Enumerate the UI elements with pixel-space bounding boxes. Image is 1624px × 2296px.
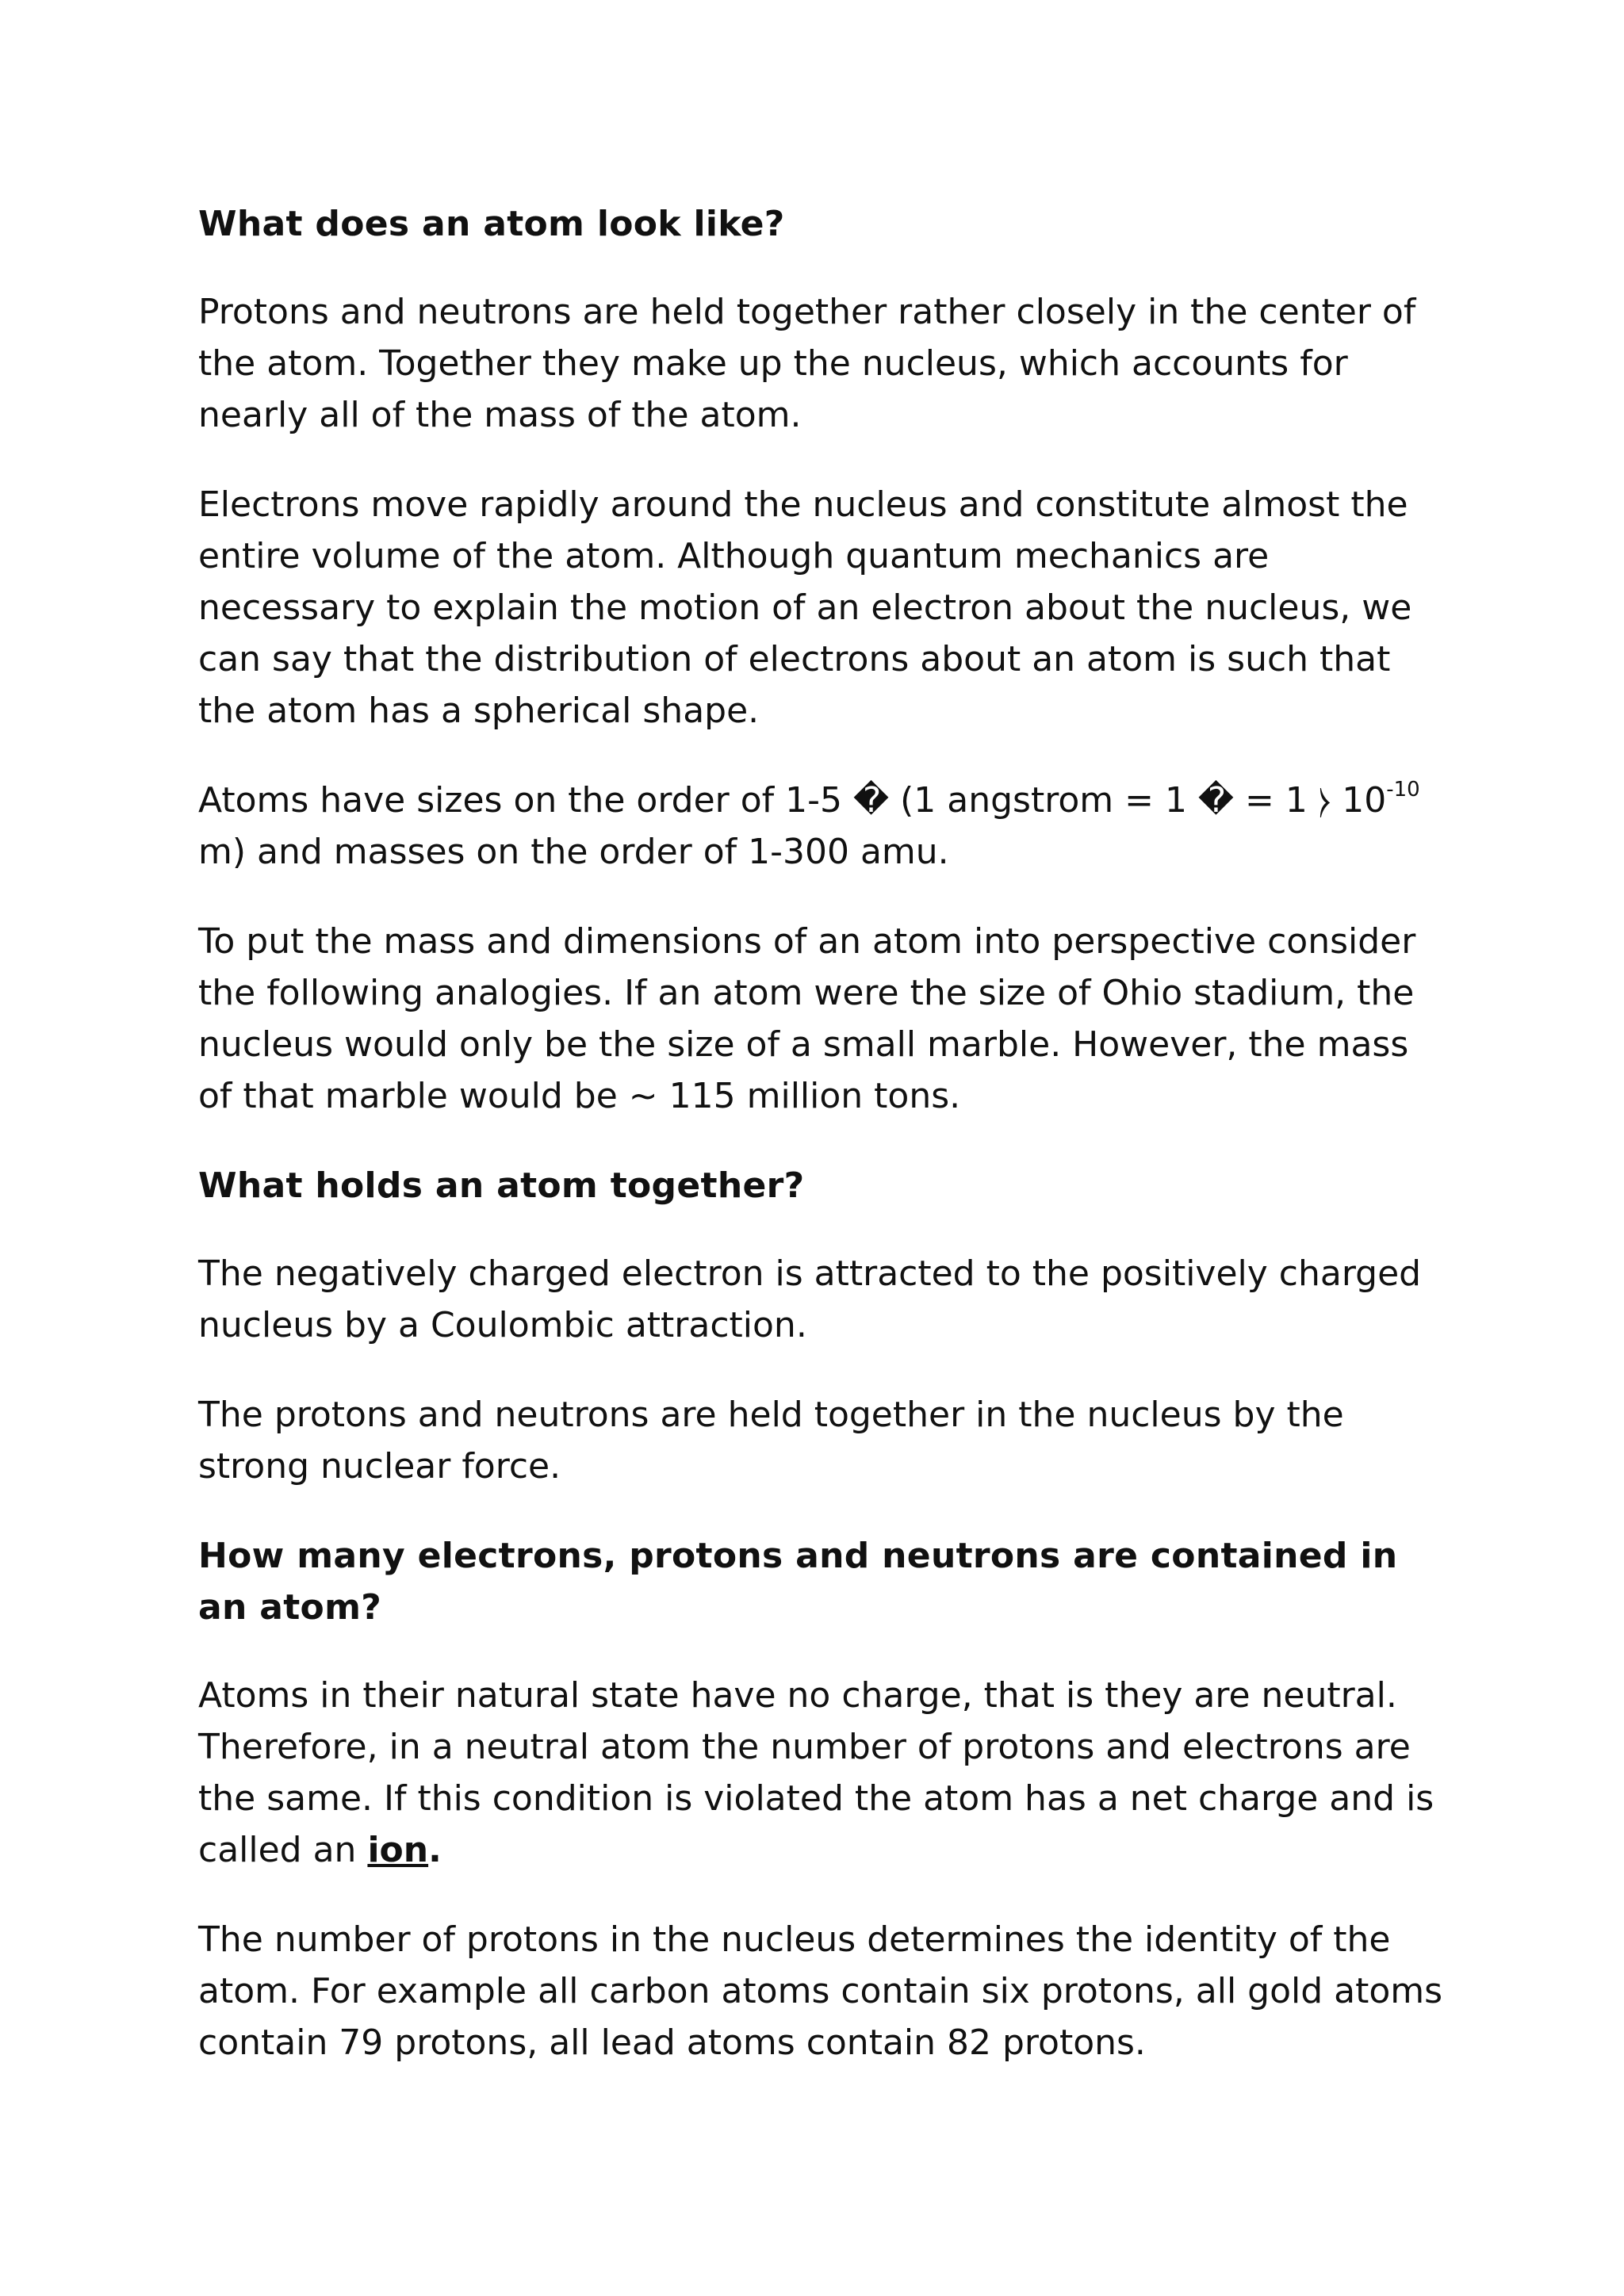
paragraph-nucleus: Protons and neutrons are held together rather closely in the center of the atom. Together they make up the nucleus, which accounts for nearly all of the mass of the atom. <box>198 292 1416 435</box>
paragraph-nuclear-force: The protons and neutrons are held together in the nucleus by the strong nuclear force. <box>198 1395 1344 1487</box>
ion-period: . <box>428 1830 442 1870</box>
paragraph-atom-sizes <box>198 775 1451 878</box>
paragraph-coulombic: The negatively charged electron is attracted to the positively charged nucleus by a Coulombic attraction. <box>198 1253 1422 1345</box>
heading-atom-look: What does an atom look like? <box>198 204 785 244</box>
ion-term: ion <box>367 1830 429 1870</box>
ion-text: Atoms in their natural state have no charge, that is they are neutral. Therefore, in a neutral atom the number of protons and electrons are the same. If this condition is violated the atom has a net charge and is called an <box>198 1675 1434 1870</box>
atom-sizes-text: Atoms have sizes on the order of 1-5 � (1 angstrom = 1 � = 1 ⧽ 10 <box>198 780 1387 821</box>
paragraph-ion <box>198 1670 1451 1876</box>
heading-particle-count: How many electrons, protons and neutrons are contained in an atom? <box>198 1536 1398 1628</box>
atom-sizes-tail: m) and masses on the order of 1-300 amu. <box>198 832 949 872</box>
heading-atom-together: What holds an atom together? <box>198 1165 805 1206</box>
exponent: -10 <box>1386 778 1420 802</box>
document-page <box>198 198 1451 2107</box>
paragraph-protons-identity: The number of protons in the nucleus determines the identity of the atom. For example all carbon atoms contain six protons, all gold atoms contain 79 protons, all lead atoms contain 82 protons. <box>198 1919 1443 2063</box>
paragraph-electrons: Electrons move rapidly around the nucleus and constitute almost the entire volume of the atom. Although quantum mechanics are necessary to explain the motion of an electron about the nucleus, we can say that the distribution of electrons about an atom is such that the atom has a spherical shape. <box>198 484 1412 731</box>
paragraph-analogies: To put the mass and dimensions of an atom into perspective consider the following analogies. If an atom were the size of Ohio stadium, the nucleus would only be the size of a small marble. However, the mass of that marble would be ~ 115 million tons. <box>198 921 1416 1116</box>
